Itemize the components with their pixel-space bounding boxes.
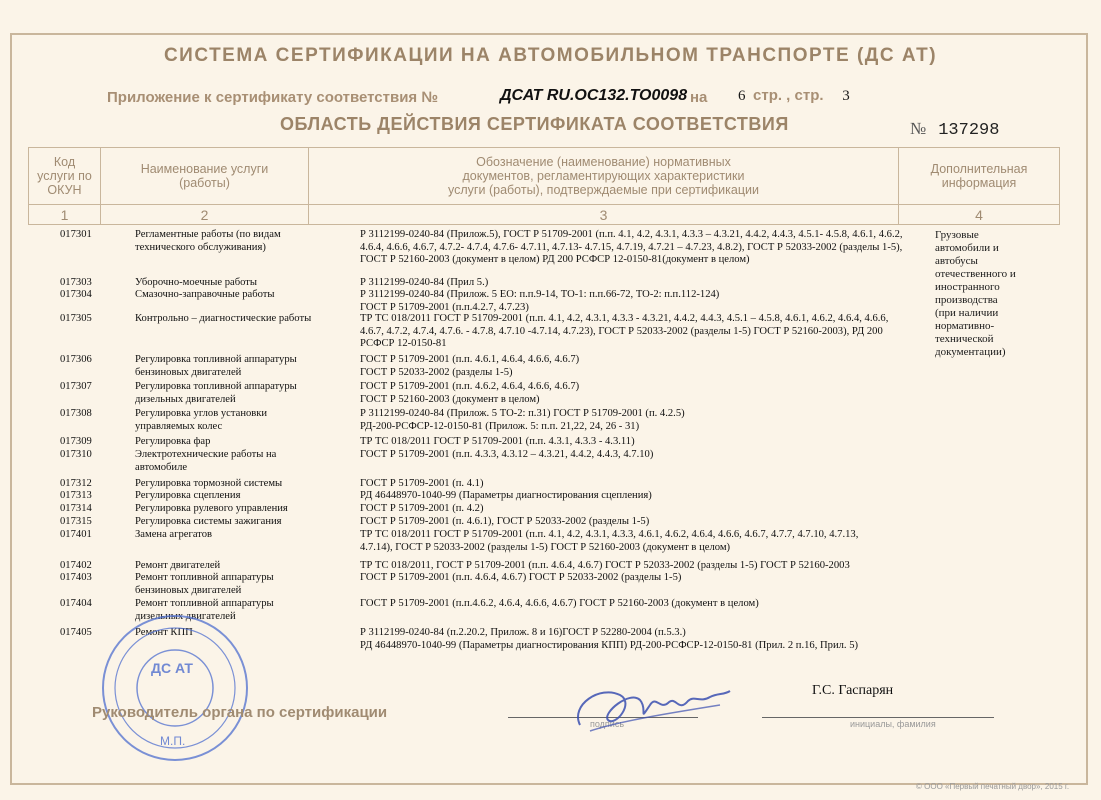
service-code: 017306 bbox=[60, 354, 92, 365]
signature-scribble bbox=[560, 665, 740, 745]
normative-documents: ТР ТС 018/2011 ГОСТ Р 51709-2001 (п.п. 4.1, 4.2, 4.3.1, 4.3.3, 4.6.1, 4.6.2, 4.6.4, 4.6.6, 4.6.7, 4.7.7, 4.7.10, 4.7.13, 4.7.14), ГОСТ Р 52033-2002 (разделы 1-5) ГОСТ Р 52160-2003 (документ в целом) bbox=[360, 529, 859, 553]
service-code: 017405 bbox=[60, 627, 92, 638]
signature-caption: подпись bbox=[590, 719, 625, 729]
pages-label: стр. , стр. bbox=[753, 87, 824, 104]
copyright: © ООО «Первый печатный двор», 2015 г. bbox=[916, 782, 1070, 791]
normative-documents: Р 3112199-0240-84 (п.2.20.2, Прилож. 8 и 16)ГОСТ Р 52280-2004 (п.5.3.) РД 46448970-1040-99 (Параметры диагностирования КПП) РД-200-РСФСР-12-0150-81 (Прил. 2 п.16, Прил. 5) bbox=[360, 627, 859, 651]
serial-number: 137298 bbox=[938, 121, 1000, 140]
column-header-service: Наименование услуги (работы) bbox=[100, 147, 308, 205]
pages-info bbox=[738, 87, 850, 105]
service-code: 017307 bbox=[60, 381, 92, 392]
column-number-4: 4 bbox=[898, 205, 1060, 225]
normative-documents: РД 46448970-1040-99 (Параметры диагностирования сцепления) bbox=[360, 490, 652, 501]
scope-title: ОБЛАСТЬ ДЕЙСТВИЯ СЕРТИФИКАТА СООТВЕТСТВИЯ bbox=[280, 114, 789, 134]
service-name: Смазочно-заправочные работы bbox=[135, 289, 275, 300]
service-name: Замена агрегатов bbox=[135, 529, 213, 540]
service-code: 017312 bbox=[60, 478, 92, 489]
serial-prefix: № bbox=[910, 119, 927, 138]
serial-number-block bbox=[910, 119, 999, 140]
normative-documents: Р 3112199-0240-84 (Прилож. 5 ЕО: п.п.9-14, ТО-1: п.п.66-72, ТО-2: п.п.112-124) ГОСТ Р 51709-2001 (п.п.4.2.7, 4.7.23) bbox=[360, 289, 720, 313]
service-name: Ремонт двигателей bbox=[135, 560, 221, 571]
na-label: на bbox=[690, 89, 708, 106]
name-caption: инициалы, фамилия bbox=[850, 719, 936, 729]
service-name: Регулировка топливной аппаратуры бензиновых двигателей bbox=[135, 354, 297, 378]
normative-documents: ГОСТ Р 51709-2001 (п. 4.6.1), ГОСТ Р 52033-2002 (разделы 1-5) bbox=[360, 516, 650, 527]
service-code: 017304 bbox=[60, 289, 92, 300]
service-code: 017401 bbox=[60, 529, 92, 540]
stamp-text: ДС АТ bbox=[151, 660, 193, 676]
page-current: 3 bbox=[842, 88, 850, 104]
column-header-code: Код услуги по ОКУН bbox=[28, 147, 100, 205]
column-number-1: 1 bbox=[28, 205, 100, 225]
service-name: Ремонт топливной аппаратуры дизельных двигателей bbox=[135, 598, 274, 622]
service-code: 017309 bbox=[60, 436, 92, 447]
extra-info: Грузовые автомобили и автобусы отечественного и иностранного производства (при наличии нормативно- технической документации) bbox=[935, 229, 1016, 358]
service-name: Контрольно – диагностические работы bbox=[135, 313, 312, 324]
head-of-body-label: Руководитель органа по сертификации bbox=[92, 704, 388, 721]
service-code: 017301 bbox=[60, 229, 92, 240]
service-name: Регламентные работы (по видам технического обслуживания) bbox=[135, 229, 281, 253]
service-name: Ремонт топливной аппаратуры бензиновых двигателей bbox=[135, 572, 274, 596]
normative-documents: ГОСТ Р 51709-2001 (п. 4.2) bbox=[360, 503, 484, 514]
column-number-3: 3 bbox=[308, 205, 898, 225]
service-code: 017314 bbox=[60, 503, 92, 514]
service-code: 017308 bbox=[60, 408, 92, 419]
service-code: 017313 bbox=[60, 490, 92, 501]
column-header-extra: Дополнительная информация bbox=[898, 147, 1060, 205]
normative-documents: ГОСТ Р 51709-2001 (п.п. 4.6.4, 4.6.7) ГОСТ Р 52033-2002 (разделы 1-5) bbox=[360, 572, 682, 583]
service-name: Регулировка углов установки управляемых колес bbox=[135, 408, 268, 432]
normative-documents: ГОСТ Р 51709-2001 (п.п. 4.6.2, 4.6.4, 4.6.6, 4.6.7) ГОСТ Р 52160-2003 (документ в целом) bbox=[360, 381, 580, 405]
service-name: Регулировка рулевого управления bbox=[135, 503, 288, 514]
normative-documents: ТР ТС 018/2011, ГОСТ Р 51709-2001 (п.п. 4.6.4, 4.6.7) ГОСТ Р 52033-2002 (разделы 1-5) ГОСТ Р 52160-2003 bbox=[360, 560, 850, 571]
system-title: СИСТЕМА СЕРТИФИКАЦИИ НА АВТОМОБИЛЬНОМ ТРАНСПОРТЕ (ДС АТ) bbox=[163, 45, 938, 66]
certificate-number: ДСАТ RU.OC132.TO0098 bbox=[500, 87, 688, 104]
stamp-mp: М.П. bbox=[160, 734, 186, 748]
service-name: Регулировка тормозной системы bbox=[135, 478, 283, 489]
service-name: Электротехнические работы на автомобиле bbox=[135, 449, 277, 473]
normative-documents: ГОСТ Р 51709-2001 (п.п. 4.3.3, 4.3.12 – 4.3.21, 4.4.2, 4.4.3, 4.7.10) bbox=[360, 449, 654, 460]
service-name: Регулировка сцепления bbox=[135, 490, 241, 501]
normative-documents: Р 3112199-0240-84 (Прилож. 5 ТО-2: п.31) ГОСТ Р 51709-2001 (п. 4.2.5) РД-200-РСФСР-12-0150-81 (Прилож. 5: п.п. 21,22, 24, 26 - 31) bbox=[360, 408, 685, 432]
normative-documents: ГОСТ Р 51709-2001 (п. 4.1) bbox=[360, 478, 484, 489]
service-name: Регулировка фар bbox=[135, 436, 211, 447]
service-code: 017315 bbox=[60, 516, 92, 527]
name-line bbox=[762, 717, 994, 718]
service-name: Регулировка системы зажигания bbox=[135, 516, 282, 527]
service-code: 017303 bbox=[60, 277, 92, 288]
service-code: 017310 bbox=[60, 449, 92, 460]
service-name: Ремонт КПП bbox=[135, 627, 193, 638]
normative-documents: ТР ТС 018/2011 ГОСТ Р 51709-2001 (п.п. 4.3.1, 4.3.3 - 4.3.11) bbox=[360, 436, 635, 447]
appendix-label: Приложение к сертификату соответствия № bbox=[107, 89, 439, 106]
normative-documents: ТР ТС 018/2011 ГОСТ Р 51709-2001 (п.п. 4.1, 4.2, 4.3.1, 4.3.3 - 4.3.21, 4.4.2, 4.4.3, 4.5.1 – 4.5.8, 4.6.1, 4.6.2, 4.6.4, 4.6.6, 4.6.7, 4.7.2, 4.7.4, 4.7.6. - 4.7.8, 4.7.10 -4.7.14, 4.7.23), ГОСТ Р 52033-2002 (разделы 1-5) ГОСТ Р 52160-2003), РД 200 РСФСР 12-0150-81 bbox=[360, 313, 889, 350]
service-code: 017305 bbox=[60, 313, 92, 324]
column-header-documents: Обозначение (наименование) нормативных документов, регламентирующих характеристики услуги (работы), подтверждаемые при сертификации bbox=[308, 147, 898, 205]
column-number-2: 2 bbox=[100, 205, 308, 225]
service-code: 017402 bbox=[60, 560, 92, 571]
service-name: Уборочно-моечные работы bbox=[135, 277, 257, 288]
normative-documents: Р 3112199-0240-84 (Прил 5.) bbox=[360, 277, 489, 288]
normative-documents: ГОСТ Р 51709-2001 (п.п.4.6.2, 4.6.4, 4.6.6, 4.6.7) ГОСТ Р 52160-2003 (документ в целом) bbox=[360, 598, 759, 609]
pages-total: 6 bbox=[738, 88, 746, 104]
normative-documents: Р 3112199-0240-84 (Прилож.5), ГОСТ Р 51709-2001 (п.п. 4.1, 4.2, 4.3.1, 4.3.3 – 4.3.21, 4.4.2, 4.4.3, 4.5.1- 4.5.8, 4.6.1, 4.6.2, 4.6.4, 4.6.6, 4.6.7, 4.7.2- 4.7.4, 4.7.6- 4.7.11, 4.7.13- 4.7.15, 4.7.19, 4.7.21 – 4.7.23, 4.8.2), ГОСТ Р 52033-2002 (разделы 1-5), ГОСТ Р 52160-2003 (документ в целом) РД 200 РСФСР 12-0150-81(документ в целом) bbox=[360, 229, 903, 266]
service-code: 017403 bbox=[60, 572, 92, 583]
normative-documents: ГОСТ Р 51709-2001 (п.п. 4.6.1, 4.6.4, 4.6.6, 4.6.7) ГОСТ Р 52033-2002 (разделы 1-5) bbox=[360, 354, 580, 378]
service-code: 017404 bbox=[60, 598, 92, 609]
signer-name: Г.С. Гаспарян bbox=[812, 683, 894, 698]
service-name: Регулировка топливной аппаратуры дизельных двигателей bbox=[135, 381, 297, 405]
